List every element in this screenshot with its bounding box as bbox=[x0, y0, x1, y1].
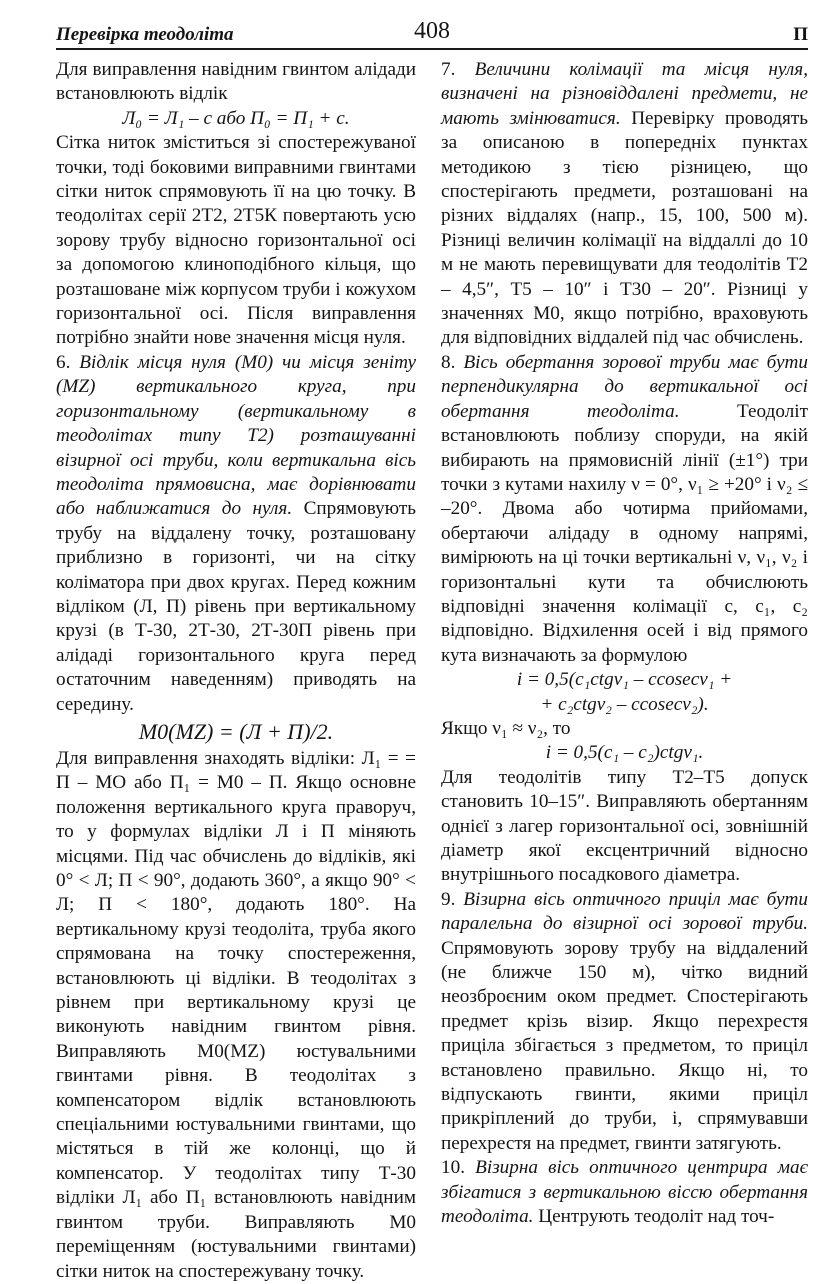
section-title: Вісь обертання зорової труби має бути перпендикулярна до вертикальної осі обертання теодоліта. bbox=[441, 351, 808, 422]
section-title: Відлік місця нуля (М0) чи місця зеніту (MZ) вертикального круга, при горизонтальному (вертикальному в теодолітах типу Т2) розташуванні візирної осі труби, коли вертикальна вісь теодоліта прямовисна, має дорівнювати або наближатися до нуля. bbox=[56, 351, 417, 520]
section-number: 9. bbox=[441, 888, 456, 910]
section-text: Перевірку проводять за описаною в попередніх пунктах методикою з тією різницею, що спостерігають предмети, розташовані на різних віддалях (напр., 15, 100, 500 м). Різниці величин колімації на віддаллі до 10 м не мають перевищувати для теодолітів Т2 – 4,5″, Т5 – 10″ і Т30 – 20″. Різниці у значеннях М0, якщо потрібно, враховують для відповідних віддалей під час обчислень. bbox=[441, 107, 809, 349]
running-title: Перевірка теодоліта bbox=[56, 24, 234, 45]
paragraph: Для теодолітів типу Т2–Т5 допуск становить 10–15″. Виправляють обертанням однієї з лагер горизонтальної осі, зовнішній діаметр якої ексцентричний відносно внутрішнього посадкового діаметра. bbox=[441, 766, 808, 886]
formula: i = 0,5(c₁ctgν₁ – ccosecν₁ + bbox=[516, 669, 733, 691]
formula: M0(MZ) = (Л + П)/2. bbox=[138, 718, 334, 744]
section-number: 7. bbox=[441, 59, 456, 80]
section-9 bbox=[441, 888, 808, 1156]
formula: i = 0,5(c₁ – c₂)ctgν₁. bbox=[545, 742, 704, 764]
paragraph: Для виправлення навідним гвинтом алідади встановлюють відлік bbox=[56, 59, 416, 105]
section-7 bbox=[441, 58, 808, 351]
section-text: Центрують теодоліт над точ- bbox=[538, 1206, 775, 1228]
paragraph: Якщо ν₁ ≈ ν₂, то bbox=[441, 717, 571, 739]
section-number: 8. bbox=[441, 351, 456, 373]
page-number: 408 bbox=[414, 18, 450, 44]
formula: + c₂ctgν₂ – ccosecν₂). bbox=[540, 693, 709, 715]
paragraph: Сітка ниток зміститься зі спостережуваної точки, тоді боковими виправними гвинтами сітки ниток спрямовують її на цю точку. В теодолітах серії 2Т2, 2Т5К повертають усю зорову трубу відносно горизонтальної осі за допомогою клиноподібного кільця, що розташоване між корпусом труби і кожухом горизонтальної осі. Після виправлення потрібно знайти нове значення місця нуля. bbox=[56, 132, 416, 349]
section-letter: П bbox=[793, 24, 808, 45]
right-column bbox=[441, 58, 808, 1268]
page-header bbox=[56, 18, 808, 48]
section-title: Величини колімації та місця нуля, визначені на різновіддалені предмети, не мають змінюватися. bbox=[441, 59, 809, 129]
section-10 bbox=[441, 1156, 808, 1229]
paragraph: Для виправлення знаходять відліки: Л₁ = = П – MO або П₁ = M0 – П. Якщо основне положення вертикального круга праворуч, то у формулах відліки Л і П міняють місцями. Під час обчислень до відліків, які 0° < Л; П < 90°, додають 360°, а якщо 90° < Л; П < 180°, додають 180°. На вертикальному крузі теодоліта, труба якого спрямована на точку спостереження, встановлюють ці відліки. В теодолітах з рівнем при вертикальному крузі це виконують навідним гвинтом рівня. Виправляють M0(MZ) юстувальними гвинтами рівня. В теодолітах з компенсатором відлік встановлюють спеціальними юстувальними гвинтами, що містяться в тій же колонці, що й компенсатор. У теодолітах типу Т-30 відліки Л₁ або П₁ встановлюють навідним гвинтом труби. Виправляють M0 переміщенням (юстувальними гвинтами) сітки ниток на спостережувану точку. bbox=[56, 747, 416, 1282]
section-number: 6. bbox=[56, 351, 71, 373]
left-column bbox=[56, 58, 417, 1282]
section-number: 10. bbox=[441, 1157, 465, 1179]
section-title: Візирна вісь оптичного приціл має бути паралельна до візирної осі зорової труби. bbox=[441, 888, 808, 935]
section-6 bbox=[56, 351, 416, 717]
section-8 bbox=[441, 351, 808, 668]
formula: Л₀ = Л₁ – c або П₀ = П₁ + c. bbox=[122, 107, 350, 129]
header-rule bbox=[56, 48, 808, 50]
section-title: Візирна вісь оптичного центрира має збігатися з вертикальною віссю обертання теодоліта. bbox=[441, 1157, 809, 1228]
section-text: Спрямовують зорову трубу на віддалений (не ближче 150 м), чітко видний неозброєним оком предмет. Спостерігають предмет крізь візир. Якщо перехрестя приціла збігається з предметом, то приціл встановлено правильно. Якщо ні, то відпускають гвинти, якими приціл прикріплений до труби, і, спрямувавши перехрестя на предмет, гвинти затягують. bbox=[441, 937, 808, 1154]
section-text: Спрямовують трубу на віддалену точку, розташовану приблизно в горизонті, чи на сітку коліматора при двох кругах. Перед кожним відліком (Л, П) рівень при вертикальному крузі (в Т-30, 2Т-30, 2Т-30П рівень при алідаді горизонтального круга перед остаточним наведенням) приводять на середину. bbox=[56, 498, 416, 715]
section-text: Теодоліт встановлюють поблизу споруди, на якій вибирають на прямовисній лінії (±1°) три точки з кутами нахилу ν = 0°, ν₁ ≥ +20° і ν₂ ≤ –20°. Двома або чотирма прийомами, обертаючи алідаду в одному напрямі, вимірюють на ці точки вертикальні ν, ν₁, ν₂ і горизонтальні кути та обчислюють відповідні значення колімації c, c₁, c₂ відповідно. Відхилення осей i від прямого кута визначають за формулою bbox=[441, 400, 808, 666]
